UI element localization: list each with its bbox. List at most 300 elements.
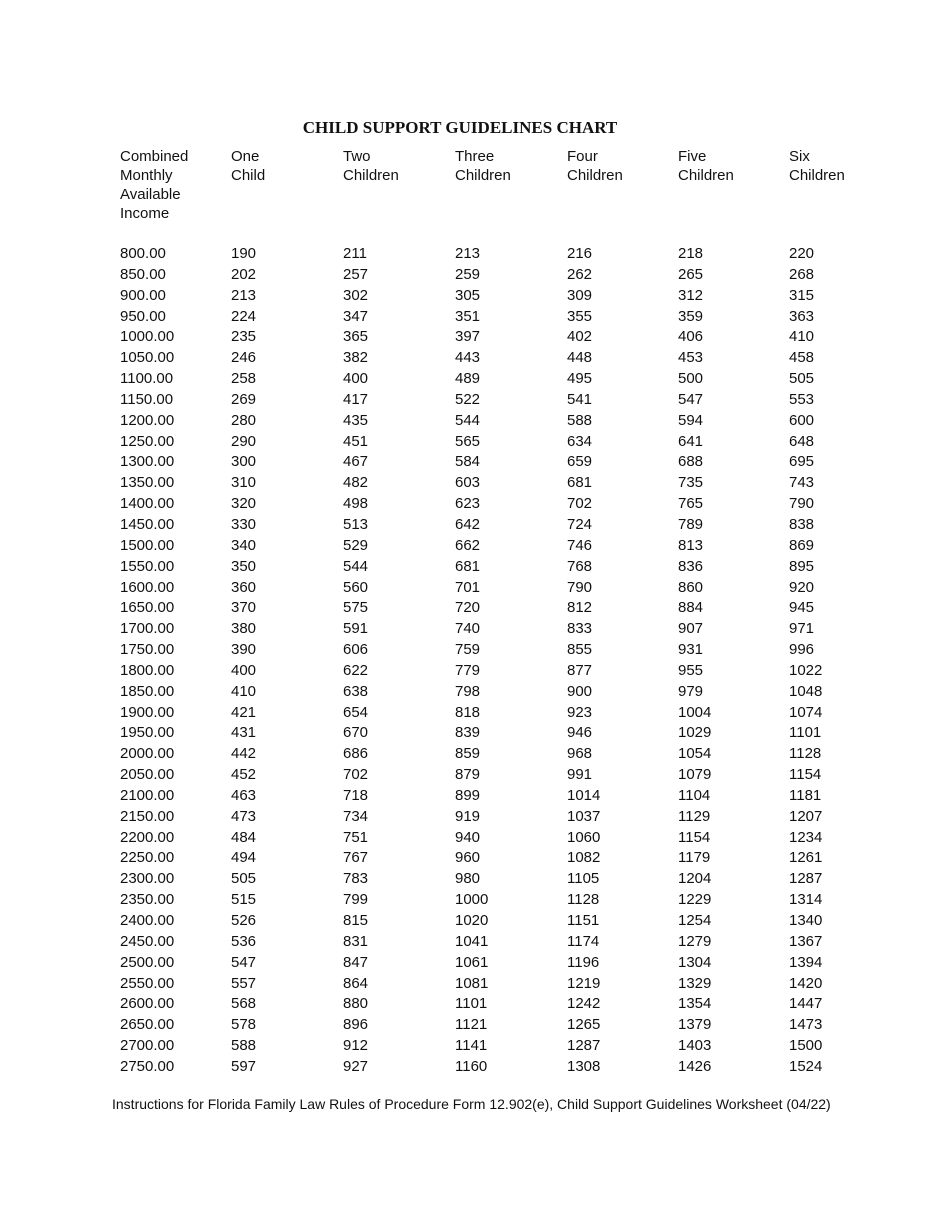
income-cell: 1400.00 bbox=[120, 495, 175, 513]
support-amount-cell: 505 bbox=[789, 370, 815, 388]
support-amount-cell: 877 bbox=[567, 661, 593, 679]
support-amount-cell: 489 bbox=[455, 370, 481, 388]
support-amount-cell: 1128 bbox=[567, 891, 600, 909]
table-row bbox=[0, 1036, 950, 1057]
table-row bbox=[0, 994, 950, 1015]
table-row bbox=[0, 703, 950, 724]
table-row bbox=[0, 619, 950, 640]
support-amount-cell: 899 bbox=[455, 786, 481, 804]
support-amount-cell: 380 bbox=[231, 620, 257, 638]
support-amount-cell: 452 bbox=[231, 766, 257, 784]
support-amount-cell: 302 bbox=[343, 286, 369, 304]
support-amount-cell: 724 bbox=[567, 515, 593, 533]
income-cell: 1900.00 bbox=[120, 703, 175, 721]
income-cell: 1650.00 bbox=[120, 599, 175, 617]
support-amount-cell: 467 bbox=[343, 453, 369, 471]
income-cell: 950.00 bbox=[120, 307, 166, 325]
support-amount-cell: 453 bbox=[678, 349, 704, 367]
support-amount-cell: 213 bbox=[231, 286, 257, 304]
header-six-children: Six Children bbox=[789, 148, 845, 184]
support-amount-cell: 1329 bbox=[678, 974, 712, 992]
support-amount-cell: 310 bbox=[231, 474, 257, 492]
support-amount-cell: 1048 bbox=[789, 682, 823, 700]
support-amount-cell: 927 bbox=[343, 1057, 369, 1075]
table-row bbox=[0, 828, 950, 849]
table-row bbox=[0, 786, 950, 807]
support-amount-cell: 912 bbox=[343, 1037, 369, 1055]
table-row bbox=[0, 953, 950, 974]
support-amount-cell: 246 bbox=[231, 349, 257, 367]
support-amount-cell: 920 bbox=[789, 578, 815, 596]
support-amount-cell: 410 bbox=[231, 682, 257, 700]
income-cell: 1150.00 bbox=[120, 390, 174, 408]
support-amount-cell: 789 bbox=[678, 515, 704, 533]
support-amount-cell: 1081 bbox=[455, 974, 489, 992]
support-amount-cell: 1082 bbox=[567, 849, 601, 867]
support-amount-cell: 431 bbox=[231, 724, 257, 742]
table-row bbox=[0, 661, 950, 682]
support-amount-cell: 410 bbox=[789, 328, 815, 346]
support-amount-cell: 702 bbox=[343, 766, 369, 784]
table-row bbox=[0, 744, 950, 765]
support-amount-cell: 991 bbox=[567, 766, 593, 784]
support-amount-cell: 305 bbox=[455, 286, 481, 304]
support-amount-cell: 919 bbox=[455, 807, 481, 825]
support-amount-cell: 654 bbox=[343, 703, 369, 721]
support-amount-cell: 818 bbox=[455, 703, 481, 721]
support-amount-cell: 1014 bbox=[567, 786, 601, 804]
support-amount-cell: 370 bbox=[231, 599, 257, 617]
support-amount-cell: 458 bbox=[789, 349, 815, 367]
support-amount-cell: 1340 bbox=[789, 912, 823, 929]
support-amount-cell: 623 bbox=[455, 495, 481, 513]
table-row bbox=[0, 494, 950, 515]
support-amount-cell: 220 bbox=[789, 245, 815, 262]
support-amount-cell: 351 bbox=[455, 307, 481, 325]
support-amount-cell: 363 bbox=[789, 307, 815, 325]
support-amount-cell: 1160 bbox=[455, 1057, 488, 1075]
table-row bbox=[0, 348, 950, 369]
support-amount-cell: 300 bbox=[231, 453, 257, 471]
support-amount-cell: 1447 bbox=[789, 995, 823, 1013]
support-amount-cell: 347 bbox=[343, 307, 369, 325]
support-amount-cell: 257 bbox=[343, 265, 369, 283]
income-cell: 2550.00 bbox=[120, 974, 175, 992]
support-amount-cell: 662 bbox=[455, 536, 481, 554]
support-amount-cell: 681 bbox=[455, 557, 481, 575]
support-amount-cell: 1060 bbox=[567, 828, 601, 846]
support-amount-cell: 879 bbox=[455, 766, 481, 784]
support-amount-cell: 996 bbox=[789, 641, 815, 659]
support-amount-cell: 641 bbox=[678, 432, 704, 450]
table-row bbox=[0, 369, 950, 390]
support-amount-cell: 1473 bbox=[789, 1016, 823, 1034]
income-cell: 2600.00 bbox=[120, 995, 175, 1013]
support-amount-cell: 831 bbox=[343, 932, 369, 950]
support-amount-cell: 1154 bbox=[678, 828, 711, 846]
support-amount-cell: 1041 bbox=[455, 932, 489, 950]
support-amount-cell: 473 bbox=[231, 807, 257, 825]
support-amount-cell: 350 bbox=[231, 557, 257, 575]
support-amount-cell: 597 bbox=[231, 1057, 257, 1075]
support-amount-cell: 578 bbox=[231, 1016, 257, 1034]
support-amount-cell: 751 bbox=[343, 828, 369, 846]
support-amount-cell: 529 bbox=[343, 536, 369, 554]
support-amount-cell: 594 bbox=[678, 411, 704, 429]
income-cell: 1550.00 bbox=[120, 557, 175, 575]
income-cell: 2000.00 bbox=[120, 745, 175, 763]
support-amount-cell: 1500 bbox=[789, 1037, 823, 1055]
support-amount-cell: 1354 bbox=[678, 995, 712, 1013]
income-cell: 2150.00 bbox=[120, 807, 175, 825]
table-row bbox=[0, 473, 950, 494]
support-amount-cell: 681 bbox=[567, 474, 593, 492]
table-row bbox=[0, 390, 950, 411]
support-amount-cell: 634 bbox=[567, 432, 593, 450]
support-amount-cell: 575 bbox=[343, 599, 369, 617]
support-amount-cell: 907 bbox=[678, 620, 704, 638]
support-amount-cell: 980 bbox=[455, 870, 481, 888]
support-amount-cell: 600 bbox=[789, 411, 815, 429]
footer-note: Instructions for Florida Family Law Rules of Procedure Form 12.902(e), Child Support Guidelines Worksheet (04/22) bbox=[112, 1096, 831, 1112]
support-amount-cell: 1367 bbox=[789, 932, 823, 950]
support-amount-cell: 1004 bbox=[678, 703, 712, 721]
support-amount-cell: 1426 bbox=[678, 1057, 712, 1075]
support-amount-cell: 402 bbox=[567, 328, 593, 346]
support-amount-cell: 340 bbox=[231, 536, 257, 554]
header-combined-income: Combined Monthly Available Income bbox=[120, 148, 189, 222]
support-amount-cell: 971 bbox=[789, 620, 815, 638]
support-amount-cell: 1524 bbox=[789, 1057, 823, 1075]
support-amount-cell: 505 bbox=[231, 870, 257, 888]
income-cell: 2400.00 bbox=[120, 912, 175, 929]
support-amount-cell: 312 bbox=[678, 286, 704, 304]
income-cell: 1600.00 bbox=[120, 578, 175, 596]
table-row bbox=[0, 411, 950, 432]
income-cell: 1200.00 bbox=[120, 411, 175, 429]
support-amount-cell: 1196 bbox=[567, 953, 600, 971]
support-amount-cell: 695 bbox=[789, 453, 815, 471]
table-row bbox=[0, 911, 950, 932]
support-amount-cell: 720 bbox=[455, 599, 481, 617]
support-amount-cell: 259 bbox=[455, 265, 481, 283]
support-amount-cell: 553 bbox=[789, 390, 815, 408]
support-amount-cell: 968 bbox=[567, 745, 593, 763]
support-amount-cell: 568 bbox=[231, 995, 257, 1013]
support-amount-cell: 495 bbox=[567, 370, 593, 388]
income-cell: 2500.00 bbox=[120, 953, 175, 971]
support-amount-cell: 945 bbox=[789, 599, 815, 617]
support-amount-cell: 213 bbox=[455, 245, 481, 262]
support-amount-cell: 860 bbox=[678, 578, 704, 596]
income-cell: 1250.00 bbox=[120, 432, 175, 450]
support-amount-cell: 522 bbox=[455, 390, 481, 408]
income-cell: 1950.00 bbox=[120, 724, 175, 742]
support-amount-cell: 541 bbox=[567, 390, 593, 408]
income-cell: 2250.00 bbox=[120, 849, 175, 867]
support-amount-cell: 536 bbox=[231, 932, 257, 950]
support-amount-cell: 1037 bbox=[567, 807, 601, 825]
support-amount-cell: 400 bbox=[231, 661, 257, 679]
support-amount-cell: 1105 bbox=[567, 870, 600, 888]
support-amount-cell: 1151 bbox=[567, 912, 600, 929]
support-amount-cell: 869 bbox=[789, 536, 815, 554]
income-cell: 1850.00 bbox=[120, 682, 175, 700]
support-amount-cell: 1074 bbox=[789, 703, 823, 721]
table-row bbox=[0, 327, 950, 348]
support-amount-cell: 547 bbox=[231, 953, 257, 971]
support-amount-cell: 779 bbox=[455, 661, 481, 679]
support-amount-cell: 735 bbox=[678, 474, 704, 492]
support-amount-cell: 1287 bbox=[789, 870, 823, 888]
support-amount-cell: 734 bbox=[343, 807, 369, 825]
table-row bbox=[0, 932, 950, 953]
support-amount-cell: 421 bbox=[231, 703, 257, 721]
support-amount-cell: 1394 bbox=[789, 953, 823, 971]
support-amount-cell: 1304 bbox=[678, 953, 712, 971]
support-amount-cell: 290 bbox=[231, 432, 257, 450]
header-two-children: Two Children bbox=[343, 148, 399, 184]
income-cell: 1500.00 bbox=[120, 536, 175, 554]
support-amount-cell: 701 bbox=[455, 578, 481, 596]
support-amount-cell: 1308 bbox=[567, 1057, 601, 1075]
income-cell: 2650.00 bbox=[120, 1016, 175, 1034]
support-amount-cell: 790 bbox=[789, 495, 815, 513]
income-cell: 800.00 bbox=[120, 245, 166, 262]
support-amount-cell: 400 bbox=[343, 370, 369, 388]
table-row bbox=[0, 307, 950, 328]
table-row bbox=[0, 807, 950, 828]
table-row bbox=[0, 578, 950, 599]
support-amount-cell: 359 bbox=[678, 307, 704, 325]
support-amount-cell: 268 bbox=[789, 265, 815, 283]
table-row bbox=[0, 765, 950, 786]
support-amount-cell: 799 bbox=[343, 891, 369, 909]
support-amount-cell: 1287 bbox=[567, 1037, 601, 1055]
table-row bbox=[0, 682, 950, 703]
support-amount-cell: 1314 bbox=[789, 891, 823, 909]
support-amount-cell: 1141 bbox=[455, 1037, 488, 1055]
support-amount-cell: 1254 bbox=[678, 912, 712, 929]
support-amount-cell: 702 bbox=[567, 495, 593, 513]
table-row bbox=[0, 432, 950, 453]
support-amount-cell: 526 bbox=[231, 912, 257, 929]
income-cell: 900.00 bbox=[120, 286, 166, 304]
support-amount-cell: 940 bbox=[455, 828, 481, 846]
support-amount-cell: 1242 bbox=[567, 995, 601, 1013]
support-amount-cell: 1261 bbox=[789, 849, 823, 867]
support-amount-cell: 603 bbox=[455, 474, 481, 492]
support-amount-cell: 718 bbox=[343, 786, 369, 804]
support-amount-cell: 448 bbox=[567, 349, 593, 367]
support-amount-cell: 382 bbox=[343, 349, 369, 367]
support-amount-cell: 355 bbox=[567, 307, 593, 325]
support-amount-cell: 900 bbox=[567, 682, 593, 700]
support-amount-cell: 513 bbox=[343, 515, 369, 533]
support-amount-cell: 1204 bbox=[678, 870, 712, 888]
support-amount-cell: 622 bbox=[343, 661, 369, 679]
support-amount-cell: 1022 bbox=[789, 661, 823, 679]
table-row bbox=[0, 1015, 950, 1036]
support-amount-cell: 1279 bbox=[678, 932, 712, 950]
income-cell: 1750.00 bbox=[120, 641, 175, 659]
support-amount-cell: 584 bbox=[455, 453, 481, 471]
support-amount-cell: 500 bbox=[678, 370, 704, 388]
support-amount-cell: 1129 bbox=[678, 807, 711, 825]
support-amount-cell: 813 bbox=[678, 536, 704, 554]
support-amount-cell: 1128 bbox=[789, 745, 822, 763]
table-row bbox=[0, 536, 950, 557]
support-amount-cell: 435 bbox=[343, 411, 369, 429]
support-amount-cell: 588 bbox=[231, 1037, 257, 1055]
support-amount-cell: 397 bbox=[455, 328, 481, 346]
support-amount-cell: 839 bbox=[455, 724, 481, 742]
support-amount-cell: 864 bbox=[343, 974, 369, 992]
support-amount-cell: 565 bbox=[455, 432, 481, 450]
income-cell: 1350.00 bbox=[120, 474, 175, 492]
support-amount-cell: 923 bbox=[567, 703, 593, 721]
support-amount-cell: 884 bbox=[678, 599, 704, 617]
support-amount-cell: 895 bbox=[789, 557, 815, 575]
support-amount-cell: 1234 bbox=[789, 828, 823, 846]
support-amount-cell: 544 bbox=[455, 411, 481, 429]
support-amount-cell: 1207 bbox=[789, 807, 823, 825]
support-amount-cell: 443 bbox=[455, 349, 481, 367]
header-five-children: Five Children bbox=[678, 148, 734, 184]
table-row bbox=[0, 848, 950, 869]
support-amount-cell: 202 bbox=[231, 265, 257, 283]
support-amount-cell: 688 bbox=[678, 453, 704, 471]
support-amount-cell: 258 bbox=[231, 370, 257, 388]
support-amount-cell: 557 bbox=[231, 974, 257, 992]
income-cell: 1450.00 bbox=[120, 515, 175, 533]
support-amount-cell: 838 bbox=[789, 515, 815, 533]
table-row bbox=[0, 557, 950, 578]
income-cell: 2750.00 bbox=[120, 1057, 175, 1075]
support-amount-cell: 1174 bbox=[567, 932, 600, 950]
support-amount-cell: 218 bbox=[678, 245, 704, 262]
income-cell: 2100.00 bbox=[120, 786, 175, 804]
support-amount-cell: 1054 bbox=[678, 745, 712, 763]
support-amount-cell: 463 bbox=[231, 786, 257, 804]
support-amount-cell: 544 bbox=[343, 557, 369, 575]
support-amount-cell: 946 bbox=[567, 724, 593, 742]
support-amount-cell: 211 bbox=[343, 245, 367, 262]
support-amount-cell: 896 bbox=[343, 1016, 369, 1034]
support-amount-cell: 1020 bbox=[455, 912, 489, 929]
support-amount-cell: 759 bbox=[455, 641, 481, 659]
support-amount-cell: 740 bbox=[455, 620, 481, 638]
guidelines-table bbox=[0, 244, 950, 1078]
support-amount-cell: 390 bbox=[231, 641, 257, 659]
support-amount-cell: 1379 bbox=[678, 1016, 712, 1034]
income-cell: 2200.00 bbox=[120, 828, 175, 846]
income-cell: 1100.00 bbox=[120, 370, 174, 388]
support-amount-cell: 235 bbox=[231, 328, 257, 346]
support-amount-cell: 309 bbox=[567, 286, 593, 304]
support-amount-cell: 767 bbox=[343, 849, 369, 867]
support-amount-cell: 1000 bbox=[455, 891, 489, 909]
table-row bbox=[0, 1057, 950, 1078]
income-cell: 1300.00 bbox=[120, 453, 175, 471]
support-amount-cell: 955 bbox=[678, 661, 704, 679]
header-three-children: Three Children bbox=[455, 148, 511, 184]
support-amount-cell: 855 bbox=[567, 641, 593, 659]
support-amount-cell: 670 bbox=[343, 724, 369, 742]
support-amount-cell: 1104 bbox=[678, 786, 711, 804]
support-amount-cell: 451 bbox=[343, 432, 369, 450]
support-amount-cell: 979 bbox=[678, 682, 704, 700]
support-amount-cell: 1121 bbox=[455, 1016, 488, 1034]
support-amount-cell: 560 bbox=[343, 578, 369, 596]
support-amount-cell: 262 bbox=[567, 265, 593, 283]
table-row bbox=[0, 598, 950, 619]
support-amount-cell: 1101 bbox=[789, 724, 822, 742]
support-amount-cell: 1061 bbox=[455, 953, 489, 971]
support-amount-cell: 315 bbox=[789, 286, 815, 304]
support-amount-cell: 417 bbox=[343, 390, 369, 408]
support-amount-cell: 743 bbox=[789, 474, 815, 492]
support-amount-cell: 642 bbox=[455, 515, 481, 533]
support-amount-cell: 588 bbox=[567, 411, 593, 429]
support-amount-cell: 847 bbox=[343, 953, 369, 971]
support-amount-cell: 686 bbox=[343, 745, 369, 763]
support-amount-cell: 960 bbox=[455, 849, 481, 867]
support-amount-cell: 515 bbox=[231, 891, 257, 909]
support-amount-cell: 330 bbox=[231, 515, 257, 533]
support-amount-cell: 880 bbox=[343, 995, 369, 1013]
table-row bbox=[0, 244, 950, 265]
support-amount-cell: 482 bbox=[343, 474, 369, 492]
table-row bbox=[0, 515, 950, 536]
table-row bbox=[0, 286, 950, 307]
support-amount-cell: 659 bbox=[567, 453, 593, 471]
income-cell: 1050.00 bbox=[120, 349, 175, 367]
support-amount-cell: 638 bbox=[343, 682, 369, 700]
support-amount-cell: 265 bbox=[678, 265, 704, 283]
support-amount-cell: 1154 bbox=[789, 766, 822, 784]
table-row bbox=[0, 640, 950, 661]
support-amount-cell: 406 bbox=[678, 328, 704, 346]
support-amount-cell: 1265 bbox=[567, 1016, 601, 1034]
income-cell: 2300.00 bbox=[120, 870, 175, 888]
table-row bbox=[0, 869, 950, 890]
support-amount-cell: 798 bbox=[455, 682, 481, 700]
support-amount-cell: 1420 bbox=[789, 974, 823, 992]
table-row bbox=[0, 265, 950, 286]
support-amount-cell: 812 bbox=[567, 599, 593, 617]
support-amount-cell: 1101 bbox=[455, 995, 488, 1013]
support-amount-cell: 216 bbox=[567, 245, 593, 262]
support-amount-cell: 360 bbox=[231, 578, 257, 596]
support-amount-cell: 1229 bbox=[678, 891, 712, 909]
support-amount-cell: 931 bbox=[678, 641, 704, 659]
header-four-children: Four Children bbox=[567, 148, 623, 184]
support-amount-cell: 547 bbox=[678, 390, 704, 408]
income-cell: 1000.00 bbox=[120, 328, 175, 346]
income-cell: 2350.00 bbox=[120, 891, 175, 909]
support-amount-cell: 746 bbox=[567, 536, 593, 554]
support-amount-cell: 442 bbox=[231, 745, 257, 763]
page-title: CHILD SUPPORT GUIDELINES CHART bbox=[302, 118, 618, 137]
support-amount-cell: 1219 bbox=[567, 974, 601, 992]
support-amount-cell: 859 bbox=[455, 745, 481, 763]
support-amount-cell: 783 bbox=[343, 870, 369, 888]
support-amount-cell: 648 bbox=[789, 432, 815, 450]
support-amount-cell: 190 bbox=[231, 245, 257, 262]
support-amount-cell: 768 bbox=[567, 557, 593, 575]
support-amount-cell: 591 bbox=[343, 620, 369, 638]
